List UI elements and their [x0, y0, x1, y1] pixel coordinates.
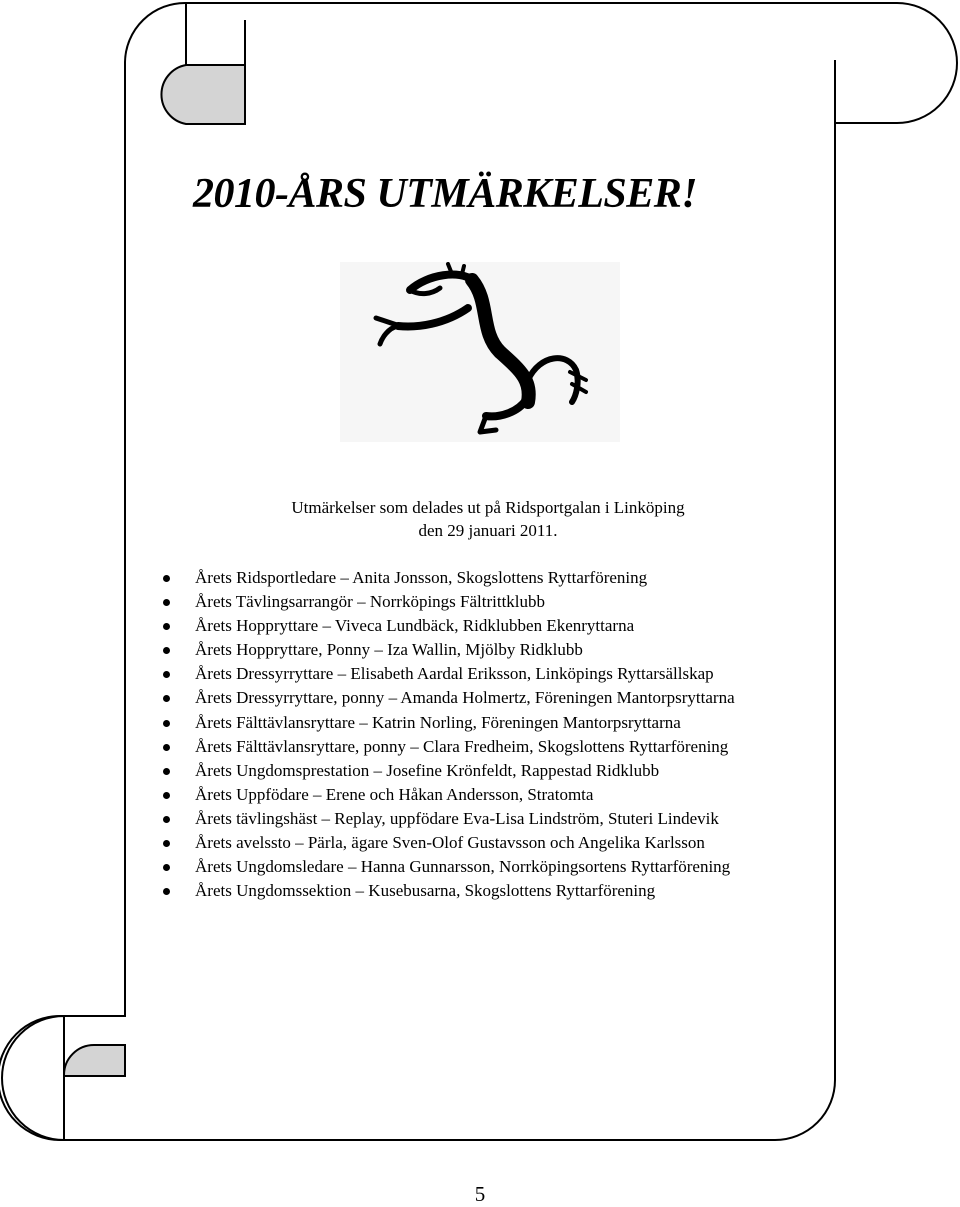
award-recipient: Amanda Holmertz, Föreningen Mantorpsryttarna	[400, 688, 735, 708]
award-recipient: Anita Jonsson, Skogslottens Ryttarförening	[352, 568, 648, 587]
award-category: Årets tävlingshäst	[195, 808, 318, 828]
award-recipient: Iza Wallin, Mjölby Ridklubb	[387, 640, 583, 660]
award-item: Årets Dressyrryttare – Elisabeth Aardal Eriksson, Linköpings Ryttarsällskap	[0, 662, 735, 686]
award-item: Årets Fälttävlansryttare, ponny – Clara Fredheim, Skogslottens Ryttarförening	[0, 735, 735, 759]
page-number: 5	[474, 1182, 486, 1206]
bullet-icon	[163, 575, 170, 582]
award-item: Årets Ungdomsprestation – Josefine Krönfeldt, Rappestad Ridklubb	[0, 759, 735, 783]
award-item: Årets Ungdomsledare – Hanna Gunnarsson, Norrköpingsortens Ryttarförening	[0, 855, 735, 879]
bullet-icon	[163, 768, 170, 775]
award-category: Årets Ridsportledare	[195, 568, 337, 587]
bullet-icon	[163, 671, 170, 678]
award-item: Årets tävlingshäst – Replay, uppfödare Eva-Lisa Lindström, Stuteri Lindevik	[0, 807, 735, 831]
awards-list	[0, 566, 735, 903]
award-recipient: Josefine Krönfeldt, Rappestad Ridklubb	[386, 760, 660, 780]
bullet-icon	[163, 816, 170, 823]
award-category: Årets Hoppryttare	[195, 616, 319, 636]
bullet-icon	[163, 888, 170, 895]
subtitle-line-1: Utmärkelser som delades ut på Ridsportgalan i Linköping	[291, 498, 685, 517]
award-item: Årets Hoppryttare – Viveca Lundbäck, Ridklubben Ekenryttarna	[0, 614, 735, 638]
award-item: Årets Fälttävlansryttare – Katrin Norling, Föreningen Mantorpsryttarna	[0, 711, 735, 735]
award-category: Årets avelssto	[195, 833, 291, 853]
bullet-icon	[163, 864, 170, 871]
bullet-icon	[163, 840, 170, 847]
award-item: Årets Dressyrryttare, ponny – Amanda Holmertz, Föreningen Mantorpsryttarna	[0, 686, 735, 710]
award-item: Årets Uppfödare – Erene och Håkan Andersson, Stratomta	[0, 783, 735, 807]
page-title: 2010-ÅRS UTMÄRKELSER!	[193, 171, 698, 217]
award-category: Årets Fälttävlansryttare, ponny	[195, 736, 407, 756]
award-recipient: Norrköpings Fältrittklubb	[369, 592, 546, 612]
award-recipient: Clara Fredheim, Skogslottens Ryttarförening	[423, 736, 729, 756]
award-category: Årets Ungdomsprestation	[195, 760, 370, 780]
award-category: Årets Fälttävlansryttare	[195, 712, 356, 732]
bullet-icon	[163, 647, 170, 654]
award-recipient: Kusebusarna, Skogslottens Ryttarförening	[368, 881, 656, 901]
award-item: Årets Ungdomssektion – Kusebusarna, Skogslottens Ryttarförening	[0, 879, 735, 903]
bullet-icon	[163, 792, 170, 799]
award-category: Årets Dressyrryttare	[195, 664, 334, 684]
award-recipient: Replay, uppfödare Eva-Lisa Lindström, Stuteri Lindevik	[334, 808, 719, 828]
award-category: Årets Ungdomssektion	[195, 881, 352, 901]
subtitle-line-2: den 29 januari 2011.	[418, 521, 558, 540]
award-item: Årets Tävlingsarrangör – Norrköpings Fältrittklubb	[0, 590, 735, 614]
horse-logo-icon	[340, 262, 620, 442]
award-recipient: Viveca Lundbäck, Ridklubben Ekenryttarna	[334, 616, 635, 636]
award-category: Årets Ungdomsledare	[195, 857, 344, 877]
award-recipient: Pärla, ägare Sven-Olof Gustavsson och Angelika Karlsson	[307, 833, 705, 853]
award-recipient: Elisabeth Aardal Eriksson, Linköpings Ryttarsällskap	[350, 664, 714, 684]
award-recipient: Katrin Norling, Föreningen Mantorpsryttarna	[372, 712, 681, 732]
award-category: Årets Dressyrryttare, ponny	[195, 688, 385, 708]
bullet-icon	[163, 599, 170, 606]
award-recipient: Erene och Håkan Andersson, Stratomta	[325, 784, 594, 804]
award-item: Årets Ridsportledare – Anita Jonsson, Skogslottens Ryttarförening	[0, 566, 735, 590]
award-item: Årets Hoppryttare, Ponny – Iza Wallin, Mjölby Ridklubb	[0, 638, 735, 662]
award-item: Årets avelssto – Pärla, ägare Sven-Olof Gustavsson och Angelika Karlsson	[0, 831, 735, 855]
award-category: Årets Hoppryttare, Ponny	[195, 640, 371, 660]
bullet-icon	[163, 720, 170, 727]
bullet-icon	[163, 744, 170, 751]
award-category: Årets Uppfödare	[195, 784, 309, 804]
bullet-icon	[163, 623, 170, 630]
award-recipient: Hanna Gunnarsson, Norrköpingsortens Ryttarförening	[360, 857, 731, 877]
bullet-icon	[163, 695, 170, 702]
award-category: Årets Tävlingsarrangör	[195, 592, 353, 612]
